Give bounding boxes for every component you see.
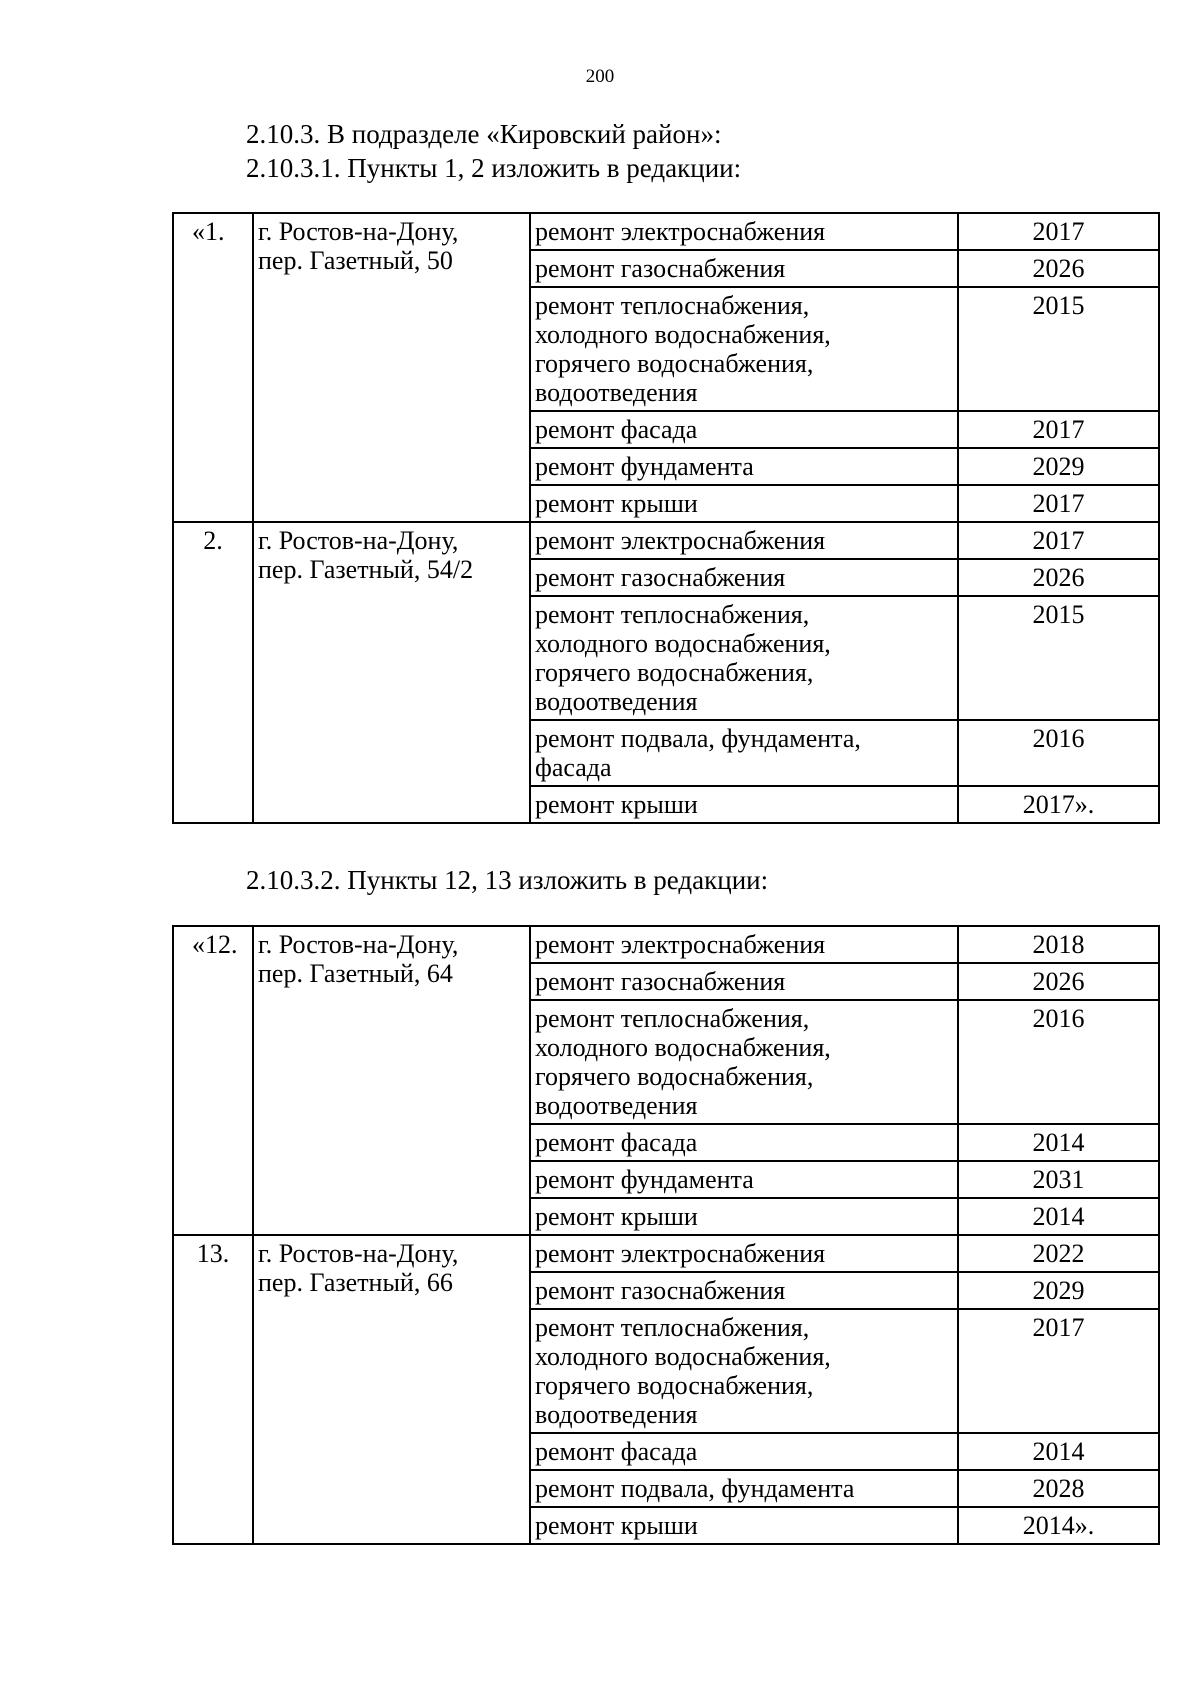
year-cell: 2016 bbox=[958, 720, 1159, 786]
work-type-cell: ремонт электроснабжения bbox=[530, 522, 958, 559]
year-cell: 2014 bbox=[958, 1433, 1159, 1470]
year-cell: 2029 bbox=[958, 448, 1159, 485]
year-cell: 2026 bbox=[958, 250, 1159, 287]
page-number: 200 bbox=[585, 66, 615, 87]
repair-schedule-table-1 bbox=[172, 212, 1160, 824]
work-type-cell: ремонт фундамента bbox=[530, 448, 958, 485]
year-cell: 2026 bbox=[958, 559, 1159, 596]
year-cell: 2017 bbox=[958, 213, 1159, 250]
section-heading: 2.10.3. В подразделе «Кировский район»: bbox=[246, 119, 722, 149]
work-type-cell: ремонт электроснабжения bbox=[530, 213, 958, 250]
work-type-cell: ремонт крыши bbox=[530, 1507, 958, 1544]
year-cell: 2017 bbox=[958, 411, 1159, 448]
subsection-heading-2: 2.10.3.2. Пункты 12, 13 изложить в редакции: bbox=[246, 865, 769, 895]
year-cell: 2018 bbox=[958, 926, 1159, 963]
work-type-cell: ремонт крыши bbox=[530, 1198, 958, 1235]
work-type-cell: ремонт газоснабжения bbox=[530, 963, 958, 1000]
address-cell: г. Ростов-на-Дону, пер. Газетный, 54/2 bbox=[253, 522, 530, 823]
year-cell: 2017 bbox=[958, 522, 1159, 559]
year-cell: 2015 bbox=[958, 287, 1159, 411]
work-type-cell: ремонт фундамента bbox=[530, 1161, 958, 1198]
year-cell: 2029 bbox=[958, 1272, 1159, 1309]
work-type-cell: ремонт фасада bbox=[530, 1433, 958, 1470]
year-cell: 2014». bbox=[958, 1507, 1159, 1544]
year-cell: 2017 bbox=[958, 485, 1159, 522]
item-number: «1. bbox=[173, 213, 253, 522]
item-number: «12. bbox=[173, 926, 253, 1235]
repair-schedule-table-2 bbox=[172, 925, 1160, 1545]
work-type-cell: ремонт подвала, фундамента, фасада bbox=[530, 720, 958, 786]
work-type-cell: ремонт теплоснабжения, холодного водоснабжения, горячего водоснабжения, водоотведения bbox=[530, 287, 958, 411]
address-cell: г. Ростов-на-Дону, пер. Газетный, 64 bbox=[253, 926, 530, 1235]
work-type-cell: ремонт теплоснабжения, холодного водоснабжения, горячего водоснабжения, водоотведения bbox=[530, 596, 958, 720]
work-type-cell: ремонт газоснабжения bbox=[530, 559, 958, 596]
item-number: 13. bbox=[173, 1235, 253, 1544]
work-type-cell: ремонт крыши bbox=[530, 786, 958, 823]
work-type-cell: ремонт подвала, фундамента bbox=[530, 1470, 958, 1507]
table-row bbox=[173, 213, 1159, 250]
address-cell: г. Ростов-на-Дону, пер. Газетный, 50 bbox=[253, 213, 530, 522]
work-type-cell: ремонт теплоснабжения, холодного водоснабжения, горячего водоснабжения, водоотведения bbox=[530, 1309, 958, 1433]
year-cell: 2016 bbox=[958, 1000, 1159, 1124]
year-cell: 2014 bbox=[958, 1198, 1159, 1235]
year-cell: 2017». bbox=[958, 786, 1159, 823]
subsection-heading-1: 2.10.3.1. Пункты 1, 2 изложить в редакции: bbox=[246, 153, 742, 183]
address-cell: г. Ростов-на-Дону, пер. Газетный, 66 bbox=[253, 1235, 530, 1544]
work-type-cell: ремонт электроснабжения bbox=[530, 926, 958, 963]
year-cell: 2022 bbox=[958, 1235, 1159, 1272]
table-row bbox=[173, 926, 1159, 963]
year-cell: 2014 bbox=[958, 1124, 1159, 1161]
work-type-cell: ремонт крыши bbox=[530, 485, 958, 522]
year-cell: 2026 bbox=[958, 963, 1159, 1000]
table-row bbox=[173, 1235, 1159, 1272]
year-cell: 2015 bbox=[958, 596, 1159, 720]
work-type-cell: ремонт фасада bbox=[530, 411, 958, 448]
work-type-cell: ремонт фасада bbox=[530, 1124, 958, 1161]
work-type-cell: ремонт электроснабжения bbox=[530, 1235, 958, 1272]
year-cell: 2031 bbox=[958, 1161, 1159, 1198]
work-type-cell: ремонт теплоснабжения, холодного водоснабжения, горячего водоснабжения, водоотведения bbox=[530, 1000, 958, 1124]
item-number: 2. bbox=[173, 522, 253, 823]
work-type-cell: ремонт газоснабжения bbox=[530, 250, 958, 287]
year-cell: 2028 bbox=[958, 1470, 1159, 1507]
table-row bbox=[173, 522, 1159, 559]
work-type-cell: ремонт газоснабжения bbox=[530, 1272, 958, 1309]
year-cell: 2017 bbox=[958, 1309, 1159, 1433]
